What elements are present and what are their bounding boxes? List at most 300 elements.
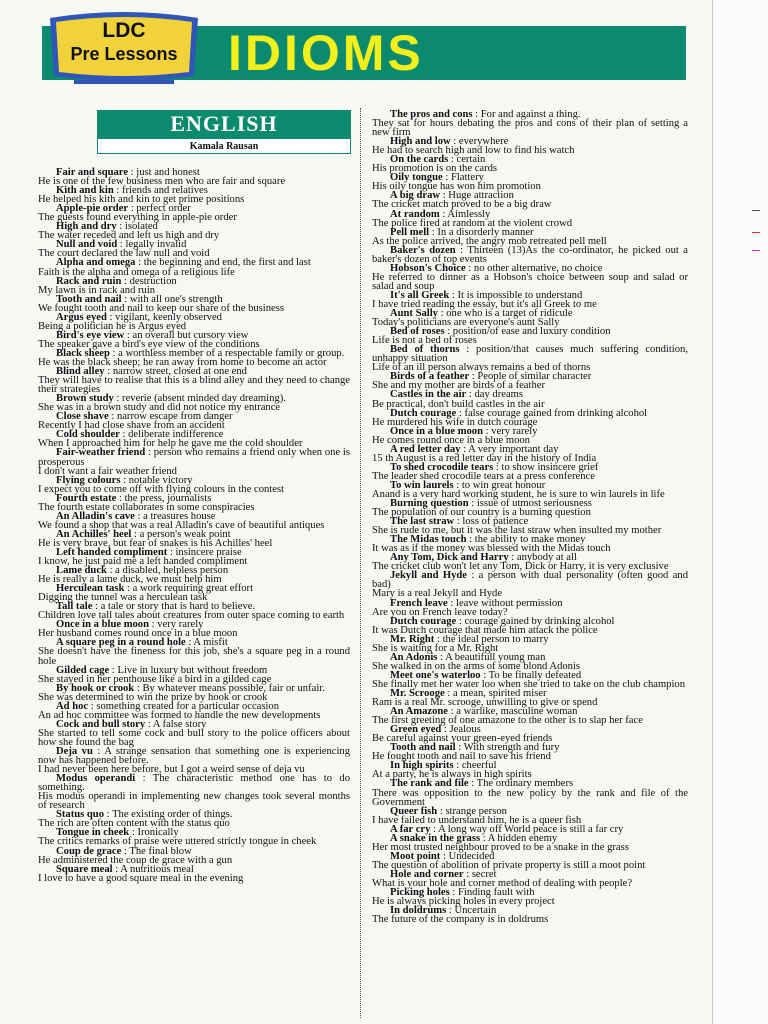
idiom-term: An Adonis bbox=[390, 651, 438, 663]
idiom-example: She walked in on the arms of some blond Adonis bbox=[372, 660, 581, 672]
idiom-example: She finally met her water loo when she tried to take on the club champion bbox=[372, 678, 686, 690]
idiom-entry: Fair-weather friend : person who remains a friend only when one is prosperous I don't want a fair weather friend bbox=[38, 447, 350, 477]
idiom-term: Cold shoulder bbox=[56, 429, 120, 441]
idiom-entry: To win laurels : to win great honour Anand is a very hard working student, he is sure to win laurels in life bbox=[372, 481, 688, 499]
idiom-meaning: anybody at all bbox=[516, 552, 577, 564]
idiom-term: A snake in the grass bbox=[390, 832, 481, 844]
byline-box bbox=[97, 138, 351, 154]
idiom-term: Tooth and nail bbox=[56, 293, 122, 305]
idiom-entry: An Amazone : a warlike, masculine woman The first greeting of one amazone to the other is to slap her face bbox=[372, 707, 688, 725]
idiom-meaning: A beautifull young man bbox=[445, 651, 546, 663]
idiom-example: He murdered his wife in dutch courage bbox=[372, 416, 538, 428]
idiom-example: She doesn't have the fineness for this job, she's a square peg in a round hole bbox=[38, 646, 350, 667]
idiom-entry: Moot point : Undecided The question of abolition of private property is still a moot point bbox=[372, 852, 688, 870]
idiom-example: The critics remarks of praise were uttered strictly tongue in cheek bbox=[38, 836, 317, 848]
idiom-meaning: Thirteen (13)As the co-ordinator, he picked out a baker's dozen of top events bbox=[372, 244, 688, 265]
idiom-example: She is waiting for a Mr. Right bbox=[372, 642, 499, 654]
idiom-meaning: reverie (absent minded day dreaming). bbox=[122, 393, 286, 405]
idiom-entry: Bird's eye view : an overall but cursory view The speaker gave a bird's eye view of the conditions bbox=[38, 331, 350, 349]
idiom-example: Life is not a bed of roses bbox=[372, 335, 477, 347]
idiom-meaning: notable victory bbox=[128, 474, 193, 486]
idiom-example: Her most trusted neighbour proved to be a snake in the grass bbox=[372, 841, 629, 853]
idiom-term: Bed of roses bbox=[390, 326, 445, 338]
idiom-term: Picking holes bbox=[390, 887, 450, 899]
idiom-term: An Amazone bbox=[390, 706, 448, 718]
idiom-term: Tongue in cheek bbox=[56, 827, 130, 839]
idiom-example: The leader shed crocodile tears at a press conference bbox=[372, 470, 595, 482]
idiom-example: Life of an ill person always remains a bed of thorns bbox=[372, 362, 591, 374]
idiom-term: A red letter day bbox=[390, 443, 461, 455]
idiom-example: The future of the company is in doldrums bbox=[372, 914, 549, 926]
registration-mark-icon bbox=[752, 232, 760, 233]
idiom-entry: Tooth and nail : With strength and fury He fought tooth and nail to save his friend bbox=[372, 743, 688, 761]
idiom-term: To win laurels bbox=[390, 479, 454, 491]
idiom-entry: Close shave : narrow escape from danger Recently I had close shave from an accident bbox=[38, 412, 350, 430]
idiom-meaning: A very important day bbox=[468, 443, 559, 455]
idiom-example: Recently I had close shave from an accident bbox=[38, 420, 225, 432]
idiom-meaning: just and honest bbox=[136, 167, 200, 178]
idiom-meaning: a tale or story that is hard to believe. bbox=[100, 601, 256, 613]
idiom-term: Hobson's Choice bbox=[390, 262, 466, 274]
idiom-term: Dutch courage bbox=[390, 407, 457, 419]
idiom-term: Green eyed bbox=[390, 724, 442, 736]
idiom-entry: Herculean task : a work requiring great effort Digging the tunnel was a herculean task bbox=[38, 584, 350, 602]
idiom-meaning: an overall but cursory view bbox=[132, 329, 249, 341]
idiom-entry: Gilded cage : Live in luxury but without freedom She stayed in her penthouse like a bird in a gilded cage bbox=[38, 666, 350, 684]
idiom-example: I had never been here before, but I got a weird sense of deja vu bbox=[38, 764, 305, 776]
idiom-entry: On the cards : certain His promotion is on the cards bbox=[372, 155, 688, 173]
idiom-term: Bed of thorns bbox=[390, 344, 460, 356]
idiom-entry: Square meal : A nutritious meal I love to have a good square meal in the evening bbox=[38, 865, 350, 883]
idiom-entry: Apple-pie order : perfect order The guests found everything in apple-pie order bbox=[38, 204, 350, 222]
idiom-example: I don't want a fair weather friend bbox=[38, 465, 177, 477]
idiom-example: He is one of the few business men who are fair and square bbox=[38, 176, 286, 188]
idiom-term: French leave bbox=[390, 597, 448, 609]
idiom-entry: Once in a blue moon : very rarely Her husband comes round once in a blue moon bbox=[38, 620, 350, 638]
idiom-term: Fourth estate bbox=[56, 492, 117, 504]
idiom-meaning: A misfit bbox=[193, 637, 228, 649]
idiom-example: He is very brave, but fear of snakes is his Achilles' heel bbox=[38, 537, 273, 549]
idiom-meaning: Live in luxury but without freedom bbox=[117, 664, 268, 676]
idiom-entry: In high spirits : cheerful At a party, he is always in high spirits bbox=[372, 761, 688, 779]
idiom-term: Argus eyed bbox=[56, 311, 107, 323]
badge-title: LDC bbox=[102, 19, 146, 42]
idiom-term: Meet one's waterloo bbox=[390, 669, 481, 681]
idiom-example: I know, he just paid me a left handed compliment bbox=[38, 556, 248, 568]
idiom-entry: Green eyed : Jealous Be careful against your green-eyed friends bbox=[372, 725, 688, 743]
ldc-badge-logo bbox=[44, 10, 204, 84]
idiom-term: A square peg in a round hole bbox=[56, 637, 186, 649]
idiom-entry: Ad hoc : something created for a particular occasion An ad hoc committee was formed to handle the new developments bbox=[38, 702, 350, 720]
idiom-meaning: the beginning and end, the first and last bbox=[143, 257, 311, 269]
idiom-example: I expect you to come off with flying colours in the contest bbox=[38, 483, 285, 495]
idiom-entry: Mr. Scrooge : a mean, spirited miser Ram is a real Mr. scrooge, unwilling to give or spend bbox=[372, 689, 688, 707]
idiom-term: An Achilles' heel bbox=[56, 528, 132, 540]
idiom-entry: Tooth and nail : with all one's strength We fought tooth and nail to keep our share of the business bbox=[38, 295, 350, 313]
idiom-meaning: With strength and fury bbox=[463, 742, 560, 754]
idiom-example: The rich are often content with the status quo bbox=[38, 818, 230, 830]
idiom-meaning: position/that causes much suffering condition, unhappy situation bbox=[372, 344, 688, 365]
idiom-term: Blind alley bbox=[56, 366, 105, 378]
idiom-entry: Dutch courage : false courage gained from drinking alcohol He murdered his wife in dutch courage bbox=[372, 409, 688, 427]
column-divider bbox=[360, 108, 361, 1018]
idiom-term: Mr. Scrooge bbox=[390, 688, 445, 699]
idiom-term: Once in a blue moon bbox=[390, 425, 484, 437]
idiom-entry: Black sheep : a worthless member of a respectable family or group. He was the black sheep; he ran away from home to become an actor bbox=[38, 349, 350, 367]
idiom-meaning: narrow escape from danger bbox=[116, 411, 233, 423]
idiom-entry: A big draw : Huge attraction The cricket match proved to be a big draw bbox=[372, 191, 688, 209]
idiom-meaning: It is impossible to understand bbox=[457, 289, 583, 301]
idiom-example: The population of our country is a burning question bbox=[372, 507, 591, 519]
idiom-term: Null and void bbox=[56, 239, 118, 251]
idiom-example: The police fired at random at the violent crowd bbox=[372, 217, 573, 229]
idiom-meaning: to show insincere grief bbox=[501, 461, 599, 473]
idiom-meaning: legally invalid bbox=[125, 239, 187, 251]
idiom-example: His oily tongue has won him promotion bbox=[372, 181, 541, 193]
idiom-entry: A red letter day : A very important day 15 th August is a red letter day in the history of India bbox=[372, 445, 688, 463]
idiom-term: Status quo bbox=[56, 809, 104, 821]
idiom-meaning: Finding fault with bbox=[458, 887, 535, 899]
idiom-term: High and dry bbox=[56, 221, 117, 233]
idiom-entry: Lame duck : a disabled, helpless person He is really a lame duck, we must help him bbox=[38, 566, 350, 584]
idiom-example: He comes round once in a blue moon bbox=[372, 434, 530, 446]
idiom-term: Baker's dozen bbox=[390, 244, 456, 256]
idiom-example: The water receded and left us high and dry bbox=[38, 230, 220, 242]
idiom-entry: Pell mell : In a disorderly manner As the police arrived, the angry mob retreated pell mell bbox=[372, 228, 688, 246]
idiom-entry: Baker's dozen : Thirteen (13)As the co-ordinator, he picked out a baker's dozen of top events bbox=[372, 244, 688, 265]
idiom-entry: Meet one's waterloo : To be finally defeated She finally met her water loo when she tried to take on the club champion bbox=[372, 671, 688, 689]
idiom-meaning: Aimlessly bbox=[447, 208, 491, 220]
idiom-entry: Birds of a feather : People of similar character She and my mother are birds of a feather bbox=[372, 372, 688, 390]
idiom-example: Mary is a real Jekyll and Hyde bbox=[372, 588, 503, 600]
idiom-term: Modus operandi bbox=[56, 773, 136, 785]
idiom-meaning: A nutritious meal bbox=[120, 863, 194, 875]
idiom-entry: The last straw : loss of patience She is rude to me, but it was the last straw when insulted my mother bbox=[372, 517, 688, 535]
idiom-entry: Tongue in cheek : Ironically The critics remarks of praise were uttered strictly tongue in cheek bbox=[38, 828, 350, 846]
idiom-example: What is your hole and corner method of dealing with people? bbox=[372, 877, 633, 889]
idiom-entry: Alpha and omega : the beginning and end, the first and last Faith is the alpha and omega of a religious life bbox=[38, 258, 350, 276]
idiom-meaning: very rarely bbox=[157, 619, 204, 631]
idiom-entry: Argus eyed : vigilant, keenly observed Being a politician he is Argus eyed bbox=[38, 313, 350, 331]
idiom-example: There was opposition to the new policy by the rank and file of the Government bbox=[372, 787, 688, 808]
idiom-entry: An Alladin's cave : a treasures house We found a shop that was a real Alladin's cave of beautiful antiques bbox=[38, 512, 350, 530]
idiom-example: She stayed in her penthouse like a bird in a gilded cage bbox=[38, 673, 272, 685]
idiom-meaning: Undecided bbox=[448, 850, 495, 862]
idiom-term: Jekyll and Hyde bbox=[390, 570, 467, 582]
idiom-entry: Status quo : The existing order of things. The rich are often content with the status quo bbox=[38, 810, 350, 828]
idiom-entry: Coup de grace : The final blow He administered the coup de grace with a gun bbox=[38, 847, 350, 865]
idiom-term: Coup de grace bbox=[56, 845, 122, 857]
page-title: IDIOMS bbox=[228, 25, 424, 81]
idiom-meaning: a warlike, masculine woman bbox=[456, 706, 578, 718]
idiom-term: Lame duck bbox=[56, 565, 107, 577]
idiom-example: She is rude to me, but it was the last straw when insulted my mother bbox=[372, 525, 662, 537]
idiom-example: He fought tooth and nail to save his friend bbox=[372, 751, 551, 763]
idiom-term: Cock and bull story bbox=[56, 718, 146, 730]
idiom-meaning: The final blow bbox=[129, 845, 192, 857]
idiom-entry: Any Tom, Dick and Harry : anybody at all The cricket club won't let any Tom, Dick or Harry, it is very exclusive bbox=[372, 553, 688, 571]
idiom-term: Bird's eye view bbox=[56, 329, 125, 341]
idiom-meaning: loss of patience bbox=[462, 516, 529, 528]
idiom-term: Square meal bbox=[56, 863, 113, 875]
idiom-entry: An Adonis : A beautifull young man She walked in on the arms of some blond Adonis bbox=[372, 653, 688, 671]
right-column bbox=[372, 110, 688, 924]
idiom-meaning: Uncertain bbox=[454, 905, 497, 917]
idiom-meaning: Jealous bbox=[449, 724, 481, 736]
idiom-term: In high spirits bbox=[390, 760, 454, 772]
idiom-meaning: To be finally defeated bbox=[488, 669, 582, 681]
idiom-meaning: with all one's strength bbox=[129, 293, 223, 305]
idiom-entry: An Achilles' heel : a person's weak point He is very brave, but fear of snakes is his Achilles' heel bbox=[38, 530, 350, 548]
idiom-term: Castles in the air bbox=[390, 389, 467, 401]
idiom-example: He is really a lame duck, we must help him bbox=[38, 574, 222, 586]
idiom-example: The court declared the law null and void bbox=[38, 248, 210, 260]
idiom-entry: Oily tongue : Flattery His oily tongue has won him promotion bbox=[372, 173, 688, 191]
idiom-meaning: For and against a thing. bbox=[480, 109, 581, 120]
idiom-meaning: day dreams bbox=[474, 389, 524, 401]
idiom-entry: It's all Greek : It is impossible to understand I have tried reading the essay, but it's all Greek to me bbox=[372, 291, 688, 309]
idiom-meaning: isolated bbox=[124, 221, 158, 233]
idiom-entry: By hook or crook : By whatever means possible, fair or unfair. She was determined to win the prize by hook or crook bbox=[38, 684, 350, 702]
idiom-term: Burning question bbox=[390, 498, 469, 510]
idiom-term: A far cry bbox=[390, 823, 431, 835]
idiom-term: An Alladin's cave bbox=[56, 510, 135, 522]
idiom-example: He administered the coup de grace with a gun bbox=[38, 854, 233, 866]
idiom-example: Faith is the alpha and omega of a religious life bbox=[38, 266, 235, 278]
idiom-entry: Modus operandi : The characteristic method one has to do something. His modus operandi in implementing new changes took several months of research bbox=[38, 773, 350, 812]
idiom-example: His modus operandi in implementing new changes took several months of research bbox=[38, 791, 350, 812]
idiom-term: The last straw bbox=[390, 516, 455, 528]
idiom-example: The first greeting of one amazone to the other is to slap her face bbox=[372, 715, 643, 727]
idiom-meaning: false courage gained from drinking alcohol bbox=[464, 407, 648, 419]
idiom-entry: A far cry : A long way off World peace is still a far cry bbox=[372, 825, 688, 834]
idiom-example: His promotion is on the cards bbox=[372, 163, 498, 175]
idiom-example: Her husband comes round once in a blue moon bbox=[38, 628, 238, 640]
idiom-meaning: A strange sensation that something one is experiencing now has happened before. bbox=[38, 746, 351, 767]
idiom-entry: Kith and kin : friends and relatives He helped his kith and kin to get prime positions bbox=[38, 186, 350, 204]
idiom-meaning: no other alternative, no choice bbox=[473, 262, 603, 274]
idiom-meaning: person who remains a friend only when one is prosperous bbox=[38, 447, 350, 468]
idiom-meaning: narrow street, closed at one end bbox=[112, 366, 247, 378]
idiom-term: In doldrums bbox=[390, 905, 447, 917]
idiom-term: Deja vu bbox=[56, 746, 93, 757]
idiom-term: Queer fish bbox=[390, 805, 438, 817]
idiom-meaning: a worthless member of a respectable family or group. bbox=[118, 347, 345, 359]
idiom-term: A big draw bbox=[390, 190, 441, 202]
idiom-meaning: cheerful bbox=[461, 760, 497, 772]
idiom-term: It's all Greek bbox=[390, 289, 450, 301]
idiom-meaning: a person's weak point bbox=[139, 528, 231, 540]
idiom-term: Herculean task bbox=[56, 583, 125, 595]
idiom-example: The question of abolition of private property is still a moot point bbox=[372, 859, 646, 871]
section-heading: ENGLISH bbox=[97, 110, 351, 138]
idiom-entry: The pros and cons : For and against a thing. They sat for hours debating the pros and cons of their plan of setting a new firm bbox=[372, 109, 688, 139]
idiom-term: Hole and corner bbox=[390, 868, 464, 880]
idiom-term: Flying colours bbox=[56, 474, 121, 486]
idiom-term: Brown study bbox=[56, 393, 114, 405]
idiom-example: He was the black sheep; he ran away from home to become an actor bbox=[38, 356, 327, 368]
idiom-term: Any Tom, Dick and Harry bbox=[390, 552, 509, 564]
idiom-meaning: a mean, spirited miser bbox=[452, 688, 547, 699]
idiom-example: Children love tall tales about creatures from outer space coming to earth bbox=[38, 610, 345, 622]
idiom-example: He helped his kith and kin to get prime positions bbox=[38, 194, 245, 206]
idiom-meaning: The characteristic method one has to do something. bbox=[38, 773, 350, 794]
idiom-term: Alpha and omega bbox=[56, 257, 136, 269]
registration-mark-icon bbox=[752, 250, 760, 251]
idiom-term: Birds of a feather bbox=[390, 371, 470, 383]
idiom-term: Pell mell bbox=[390, 226, 430, 238]
idiom-example: She was in a brown study and did not notice my entrance bbox=[38, 402, 281, 414]
idiom-meaning: position/of ease and luxury condition bbox=[452, 326, 611, 338]
idiom-entry: Queer fish : strange person I have failed to understand him, he is a queer fish bbox=[372, 807, 688, 825]
idiom-meaning: a treasures house bbox=[143, 510, 216, 522]
idiom-example: It was as if the money was blessed with the Midas touch bbox=[372, 543, 611, 555]
idiom-term: High and low bbox=[390, 136, 451, 148]
idiom-entry: Fourth estate : the press, journalists The fourth estate collaborates in some conspiracies bbox=[38, 494, 350, 512]
idiom-entry: Deja vu : A strange sensation that something one is experiencing now has happened before. I had never been here before, but I got a weird sense of deja vu bbox=[38, 746, 351, 776]
idiom-entry: Aunt Sally : one who is a target of ridicule Today's politicians are everyone's aunt Sally bbox=[372, 309, 688, 327]
idiom-meaning: certain bbox=[456, 154, 486, 166]
idiom-entry: In doldrums : Uncertain The future of the company is in doldrums bbox=[372, 906, 688, 924]
idiom-example: My lawn is in rack and ruin bbox=[38, 284, 156, 296]
idiom-entry: Hobson's Choice : no other alternative, no choice He referred to dinner as a Hobson's choice between soup and salad or salad and soup bbox=[372, 262, 688, 292]
idiom-entry: At random : Aimlessly The police fired at random at the violent crowd bbox=[372, 210, 688, 228]
idiom-entry: Mr. Right : the ideal person to marry She is waiting for a Mr. Right bbox=[372, 635, 688, 653]
idiom-meaning: to win great honour bbox=[461, 479, 546, 491]
idiom-entry: Blind alley : narrow street, closed at one end They will have to realise that this is a blind alley and they need to change their strategies bbox=[38, 366, 350, 396]
idiom-entry: Burning question : issue of utmost seriousness The population of our country is a burning question bbox=[372, 499, 688, 517]
author-byline: Kamala Rausan bbox=[189, 141, 259, 152]
idiom-entry: Left handed compliment : insincere praise I know, he just paid me a left handed compliment bbox=[38, 548, 350, 566]
idiom-meaning: perfect order bbox=[136, 203, 191, 215]
idiom-meaning: secret bbox=[471, 868, 497, 880]
idiom-term: To shed crocodile tears bbox=[390, 461, 494, 473]
idiom-meaning: Huge attraction bbox=[448, 190, 514, 202]
idiom-example: Be careful against your green-eyed friends bbox=[372, 733, 553, 745]
idiom-entry: Castles in the air : day dreams Be practical, don't build castles in the air bbox=[372, 390, 688, 408]
idiom-term: The Midas touch bbox=[390, 534, 467, 546]
idiom-example: Be practical, don't build castles in the air bbox=[372, 398, 545, 410]
idiom-example: When I approached him for help he gave me the cold shoulder bbox=[38, 438, 303, 450]
idiom-term: Once in a blue moon bbox=[56, 619, 150, 631]
idiom-meaning: a person with dual personality (often good and bad) bbox=[372, 570, 688, 591]
idiom-example: They sat for hours debating the pros and cons of their plan of setting a new firm bbox=[372, 118, 688, 139]
idiom-example: It was Dutch courage that made him attack the police bbox=[372, 624, 598, 636]
idiom-entry: A square peg in a round hole : A misfit She doesn't have the fineness for this job, she's a square peg in a round hole bbox=[38, 637, 350, 667]
idiom-meaning: leave without permission bbox=[456, 597, 563, 609]
idiom-example: The cricket club won't let any Tom, Dick or Harry, it is very exclusive bbox=[372, 561, 669, 573]
badge-subtitle: Pre Lessons bbox=[70, 44, 178, 64]
idiom-meaning: friends and relatives bbox=[121, 185, 208, 197]
idiom-entry: Tall tale : a tale or story that is hard to believe. Children love tall tales about creatures from outer space coming to earth bbox=[38, 602, 350, 620]
idiom-example: Anand is a very hard working student, he is sure to win laurels in life bbox=[372, 488, 665, 500]
idiom-meaning: something created for a particular occasion bbox=[96, 700, 280, 712]
idiom-meaning: A hidden enemy bbox=[487, 832, 558, 844]
idiom-example: Being a politician he is Argus eyed bbox=[38, 320, 187, 332]
idiom-example: He is always picking holes in every project bbox=[372, 896, 555, 908]
idiom-term: Gilded cage bbox=[56, 664, 110, 676]
idiom-meaning: The ordinary members bbox=[476, 778, 574, 790]
idiom-meaning: A long way off World peace is still a far cry bbox=[438, 823, 624, 835]
idiom-entry: Dutch courage : courage gained by drinking alcohol It was Dutch courage that made him attack the police bbox=[372, 617, 688, 635]
idiom-example: He had to search high and low to find his watch bbox=[372, 145, 575, 157]
idiom-example: She was determined to win the prize by hook or crook bbox=[38, 691, 268, 703]
idiom-term: At random bbox=[390, 208, 440, 220]
idiom-meaning: very rarely bbox=[491, 425, 538, 437]
idiom-entry: Flying colours : notable victory I expect you to come off with flying colours in the contest bbox=[38, 476, 350, 494]
idiom-meaning: insincere praise bbox=[175, 546, 242, 558]
idiom-term: Close shave bbox=[56, 411, 109, 423]
idiom-term: Ad hoc bbox=[56, 700, 89, 712]
idiom-term: Tall tale bbox=[56, 601, 93, 613]
idiom-meaning: destruction bbox=[129, 275, 177, 287]
idiom-meaning: courage gained by drinking alcohol bbox=[464, 615, 615, 627]
idiom-meaning: the ideal person to marry bbox=[442, 633, 549, 645]
idiom-example: As the police arrived, the angry mob retreated pell mell bbox=[372, 235, 607, 247]
idiom-example: I have tried reading the essay, but it's all Greek to me bbox=[372, 298, 597, 310]
idiom-term: Left handed compliment bbox=[56, 546, 168, 558]
idiom-example: I have failed to understand him, he is a queer fish bbox=[372, 814, 582, 826]
registration-marks bbox=[752, 200, 768, 280]
idiom-meaning: the press, journalists bbox=[124, 492, 212, 504]
idiom-meaning: issue of utmost seriousness bbox=[476, 498, 592, 510]
idiom-entry: Rack and ruin : destruction My lawn is in rack and ruin bbox=[38, 277, 350, 295]
idiom-example: Today's politicians are everyone's aunt Sally bbox=[372, 317, 560, 329]
idiom-term: On the cards bbox=[390, 154, 449, 166]
idiom-term: Moot point bbox=[390, 850, 441, 862]
idiom-entry: Brown study : reverie (absent minded day dreaming). She was in a brown study and did not notice my entrance bbox=[38, 394, 350, 412]
idiom-meaning: Ironically bbox=[137, 827, 179, 839]
idiom-example: The guests found everything in apple-pie order bbox=[38, 212, 237, 224]
idiom-term: Fair and square bbox=[56, 167, 129, 178]
idiom-entry: Picking holes : Finding fault with He is always picking holes in every project bbox=[372, 888, 688, 906]
idiom-meaning: In a disorderly manner bbox=[437, 226, 534, 238]
idiom-meaning: deliberate indifference bbox=[128, 429, 224, 441]
idiom-example: The cricket match proved to be a big draw bbox=[372, 199, 552, 211]
idiom-example: At a party, he is always in high spirits bbox=[372, 769, 532, 781]
idiom-term: Mr. Right bbox=[390, 633, 435, 645]
idiom-term: Aunt Sally bbox=[390, 308, 438, 320]
idiom-meaning: People of similar character bbox=[477, 371, 592, 383]
idiom-example: We found a shop that was a real Alladin's cave of beautiful antiques bbox=[38, 519, 325, 531]
idiom-term: The rank and file bbox=[390, 778, 469, 790]
idiom-example: He referred to dinner as a Hobson's choice between soup and salad or salad and soup bbox=[372, 271, 688, 292]
idiom-meaning: a work requiring great effort bbox=[132, 583, 254, 595]
idiom-entry: To shed crocodile tears : to show insincere grief The leader shed crocodile tears at a press conference bbox=[372, 463, 688, 481]
idiom-term: Apple-pie order bbox=[56, 203, 129, 215]
idiom-term: Kith and kin bbox=[56, 185, 114, 197]
idiom-meaning: one who is a target of ridicule bbox=[446, 308, 573, 320]
idiom-term: By hook or crook bbox=[56, 682, 135, 694]
registration-mark-icon bbox=[752, 210, 760, 211]
idiom-entry: Null and void : legally invalid The court declared the law null and void bbox=[38, 240, 350, 258]
idiom-entry: Once in a blue moon : very rarely He comes round once in a blue moon bbox=[372, 427, 688, 445]
idiom-example: I love to have a good square meal in the evening bbox=[38, 872, 244, 884]
idiom-meaning: everywhere bbox=[458, 136, 509, 148]
idiom-entry: High and dry : isolated The water receded and left us high and dry bbox=[38, 222, 350, 240]
idiom-entry: The Midas touch : the ability to make money It was as if the money was blessed with the Midas touch bbox=[372, 535, 688, 553]
left-column bbox=[38, 168, 350, 883]
idiom-entry: Bed of roses : position/of ease and luxury condition Life is not a bed of roses bbox=[372, 327, 688, 345]
idiom-term: Rack and ruin bbox=[56, 275, 122, 287]
idiom-example: Are you on French leave today? bbox=[372, 606, 508, 618]
idiom-meaning: A false story bbox=[152, 718, 207, 730]
idiom-example: An ad hoc committee was formed to handle the new developments bbox=[38, 709, 321, 721]
idiom-example: She and my mother are birds of a feather bbox=[372, 380, 545, 392]
idiom-term: The pros and cons bbox=[390, 109, 473, 120]
idiom-meaning: The existing order of things. bbox=[112, 809, 233, 821]
idiom-example: The speaker gave a bird's eye view of the conditions bbox=[38, 338, 260, 350]
